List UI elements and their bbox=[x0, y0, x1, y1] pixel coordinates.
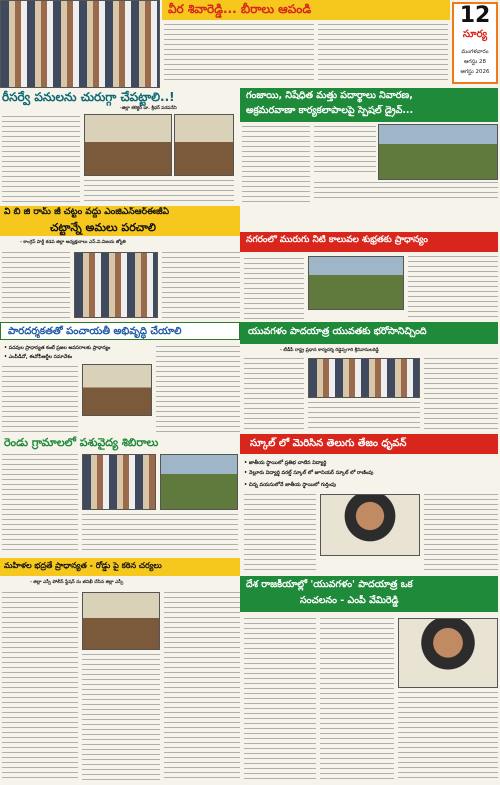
story2-text bbox=[2, 116, 80, 202]
story6-bullet-1: • పదవుల ప్రాధాన్యత కంటే ప్రజల అవసరాలకు ప్రాధాన్యం bbox=[4, 346, 111, 351]
story5-photo bbox=[308, 256, 404, 310]
story7-text-3 bbox=[308, 402, 420, 432]
story9-photo bbox=[82, 454, 156, 510]
story8-bullet-3: • చిన్న వయసులోనే జాతీయ స్థాయిలో గుర్తింపు bbox=[244, 482, 337, 488]
story9-text bbox=[2, 454, 78, 554]
story2-byline: -జిల్లా కలెక్టర్ డా. శ్రీధర్ పరపనేని bbox=[120, 106, 177, 111]
year-label: ఆగస్టు 2026 bbox=[460, 69, 490, 75]
story2-headline: రీసర్వే పనులను చురుగ్గా చేపట్టాలి..! bbox=[2, 90, 175, 104]
top-left-photo bbox=[0, 0, 160, 88]
story1-text-2 bbox=[318, 24, 448, 84]
story6-text-2 bbox=[156, 346, 240, 432]
story7-headline: యువగళం పాదయాత్ర యువతకు భరోసానిచ్చింది bbox=[248, 326, 427, 337]
story1-text bbox=[164, 24, 314, 84]
story8-text bbox=[244, 494, 316, 574]
story10-photo bbox=[82, 592, 160, 650]
story5-headline: నగరంలో మురుగు నీటి కాలువల శుభ్రతకు ప్రాధాన్యం bbox=[246, 235, 428, 245]
story6-headline: పారదర్శకతతో పంచాయతీ అభివృద్ధి చేయాలి bbox=[8, 326, 182, 337]
story8-bullet-1: • జాతీయ స్థాయిలో ప్రతిభ చాటిన విద్యార్థి bbox=[244, 460, 327, 466]
story6-bullet-2: • ఎంపీడీవో, ఈవోపీఆర్డీల సమావేశం bbox=[4, 355, 73, 360]
story6-photo bbox=[82, 364, 152, 416]
story8-photo bbox=[320, 494, 420, 556]
story8-text-2 bbox=[424, 494, 498, 574]
story5-text-2 bbox=[408, 256, 498, 320]
day-label: మంగళవారం bbox=[461, 49, 489, 55]
story8-bullet-2: • నెల్లూరు విద్యార్థి వరల్డ్ స్కూల్ లో జూనియర్ స్కూల్ లో రాణింపు bbox=[244, 470, 374, 476]
story11-text bbox=[244, 618, 316, 782]
story3-text bbox=[242, 126, 310, 202]
story3-text-3 bbox=[314, 182, 498, 202]
story11-headline-line1: దేశ రాజకీయాల్లో 'యువగళం' పాదయాత్ర ఒక bbox=[246, 579, 413, 590]
story4-headline-line2: చట్టాన్నే అమలు పరచాలి bbox=[50, 221, 156, 234]
story8-headline: స్కూల్ లో మెరిసిన తెలుగు తేజం ధృవన్ bbox=[250, 438, 407, 449]
story4-photo bbox=[74, 252, 158, 318]
date-label: ఆగస్టు 28 bbox=[463, 59, 487, 65]
story3-text-2 bbox=[314, 126, 376, 176]
story3-headline-line1: గంజాయి, నిషేధిత మత్తు పదార్థాలు నివారణ, bbox=[246, 90, 413, 101]
story4-headline-line1: వి బి జి రామ్ జీ చట్టం వద్దు ఎంజిఎన్ఆర్ఈజీఏ bbox=[4, 207, 169, 217]
story4-text bbox=[2, 252, 70, 320]
story9-headline: రెండు గ్రామాలలో పశువైద్య శిబిరాలు bbox=[4, 436, 159, 449]
story10-byline: - జిల్లా ఎస్పీ పోలీస్ స్టేషన్ ను తనిఖీ చేసిన జిల్లా ఎస్పీ bbox=[30, 580, 124, 585]
story11-text-2 bbox=[320, 618, 394, 782]
story2-photo bbox=[84, 114, 172, 176]
story7-text bbox=[244, 358, 304, 432]
story10-text-2 bbox=[164, 592, 240, 782]
story3-headline-line2: అక్రమరవాణా కార్యకలాపాలపై స్పెషల్ డ్రైవ్... bbox=[246, 105, 414, 116]
story9-text-2 bbox=[82, 514, 238, 554]
story10-text bbox=[2, 592, 78, 782]
story4-text-2 bbox=[162, 252, 240, 320]
story10-headline: మహిళల భద్రతే ప్రాధాన్యత - రోడ్డు పై కఠిన చర్యలు bbox=[4, 561, 162, 570]
story11-photo bbox=[398, 618, 498, 688]
story9-photo-2 bbox=[160, 454, 238, 510]
story2-photo-2 bbox=[174, 114, 234, 176]
story7-byline: - టీడీపీ రాష్ట్ర ప్రధాన కార్యదర్శి రెడ్డెప్పగారి శ్రీనివాసులరెడ్డి bbox=[280, 348, 379, 353]
page-number: 12 bbox=[459, 3, 491, 28]
story3-photo bbox=[378, 124, 498, 180]
story4-byline: - కాంగ్రెస్ పార్టీ కడప జిల్లా అధ్యక్షురాలు ఎస్.వి.విజయ జ్యోతి bbox=[20, 240, 126, 245]
story5-text bbox=[244, 258, 304, 320]
story1-headline: వీర శివారెడ్డి... బీరాలు ఆపండి bbox=[168, 2, 312, 16]
story7-photo bbox=[308, 358, 420, 398]
edition-name: సూర్య bbox=[462, 29, 488, 40]
story6-text bbox=[2, 366, 78, 432]
page-number-box bbox=[452, 2, 498, 84]
story2-text-2 bbox=[84, 180, 234, 202]
story11-text-3 bbox=[398, 692, 498, 782]
story7-text-2 bbox=[424, 358, 498, 432]
story10-text-3 bbox=[82, 654, 160, 782]
story11-headline-line2: సంచలనం - ఎంపీ వేమిరెడ్డి bbox=[300, 595, 399, 606]
